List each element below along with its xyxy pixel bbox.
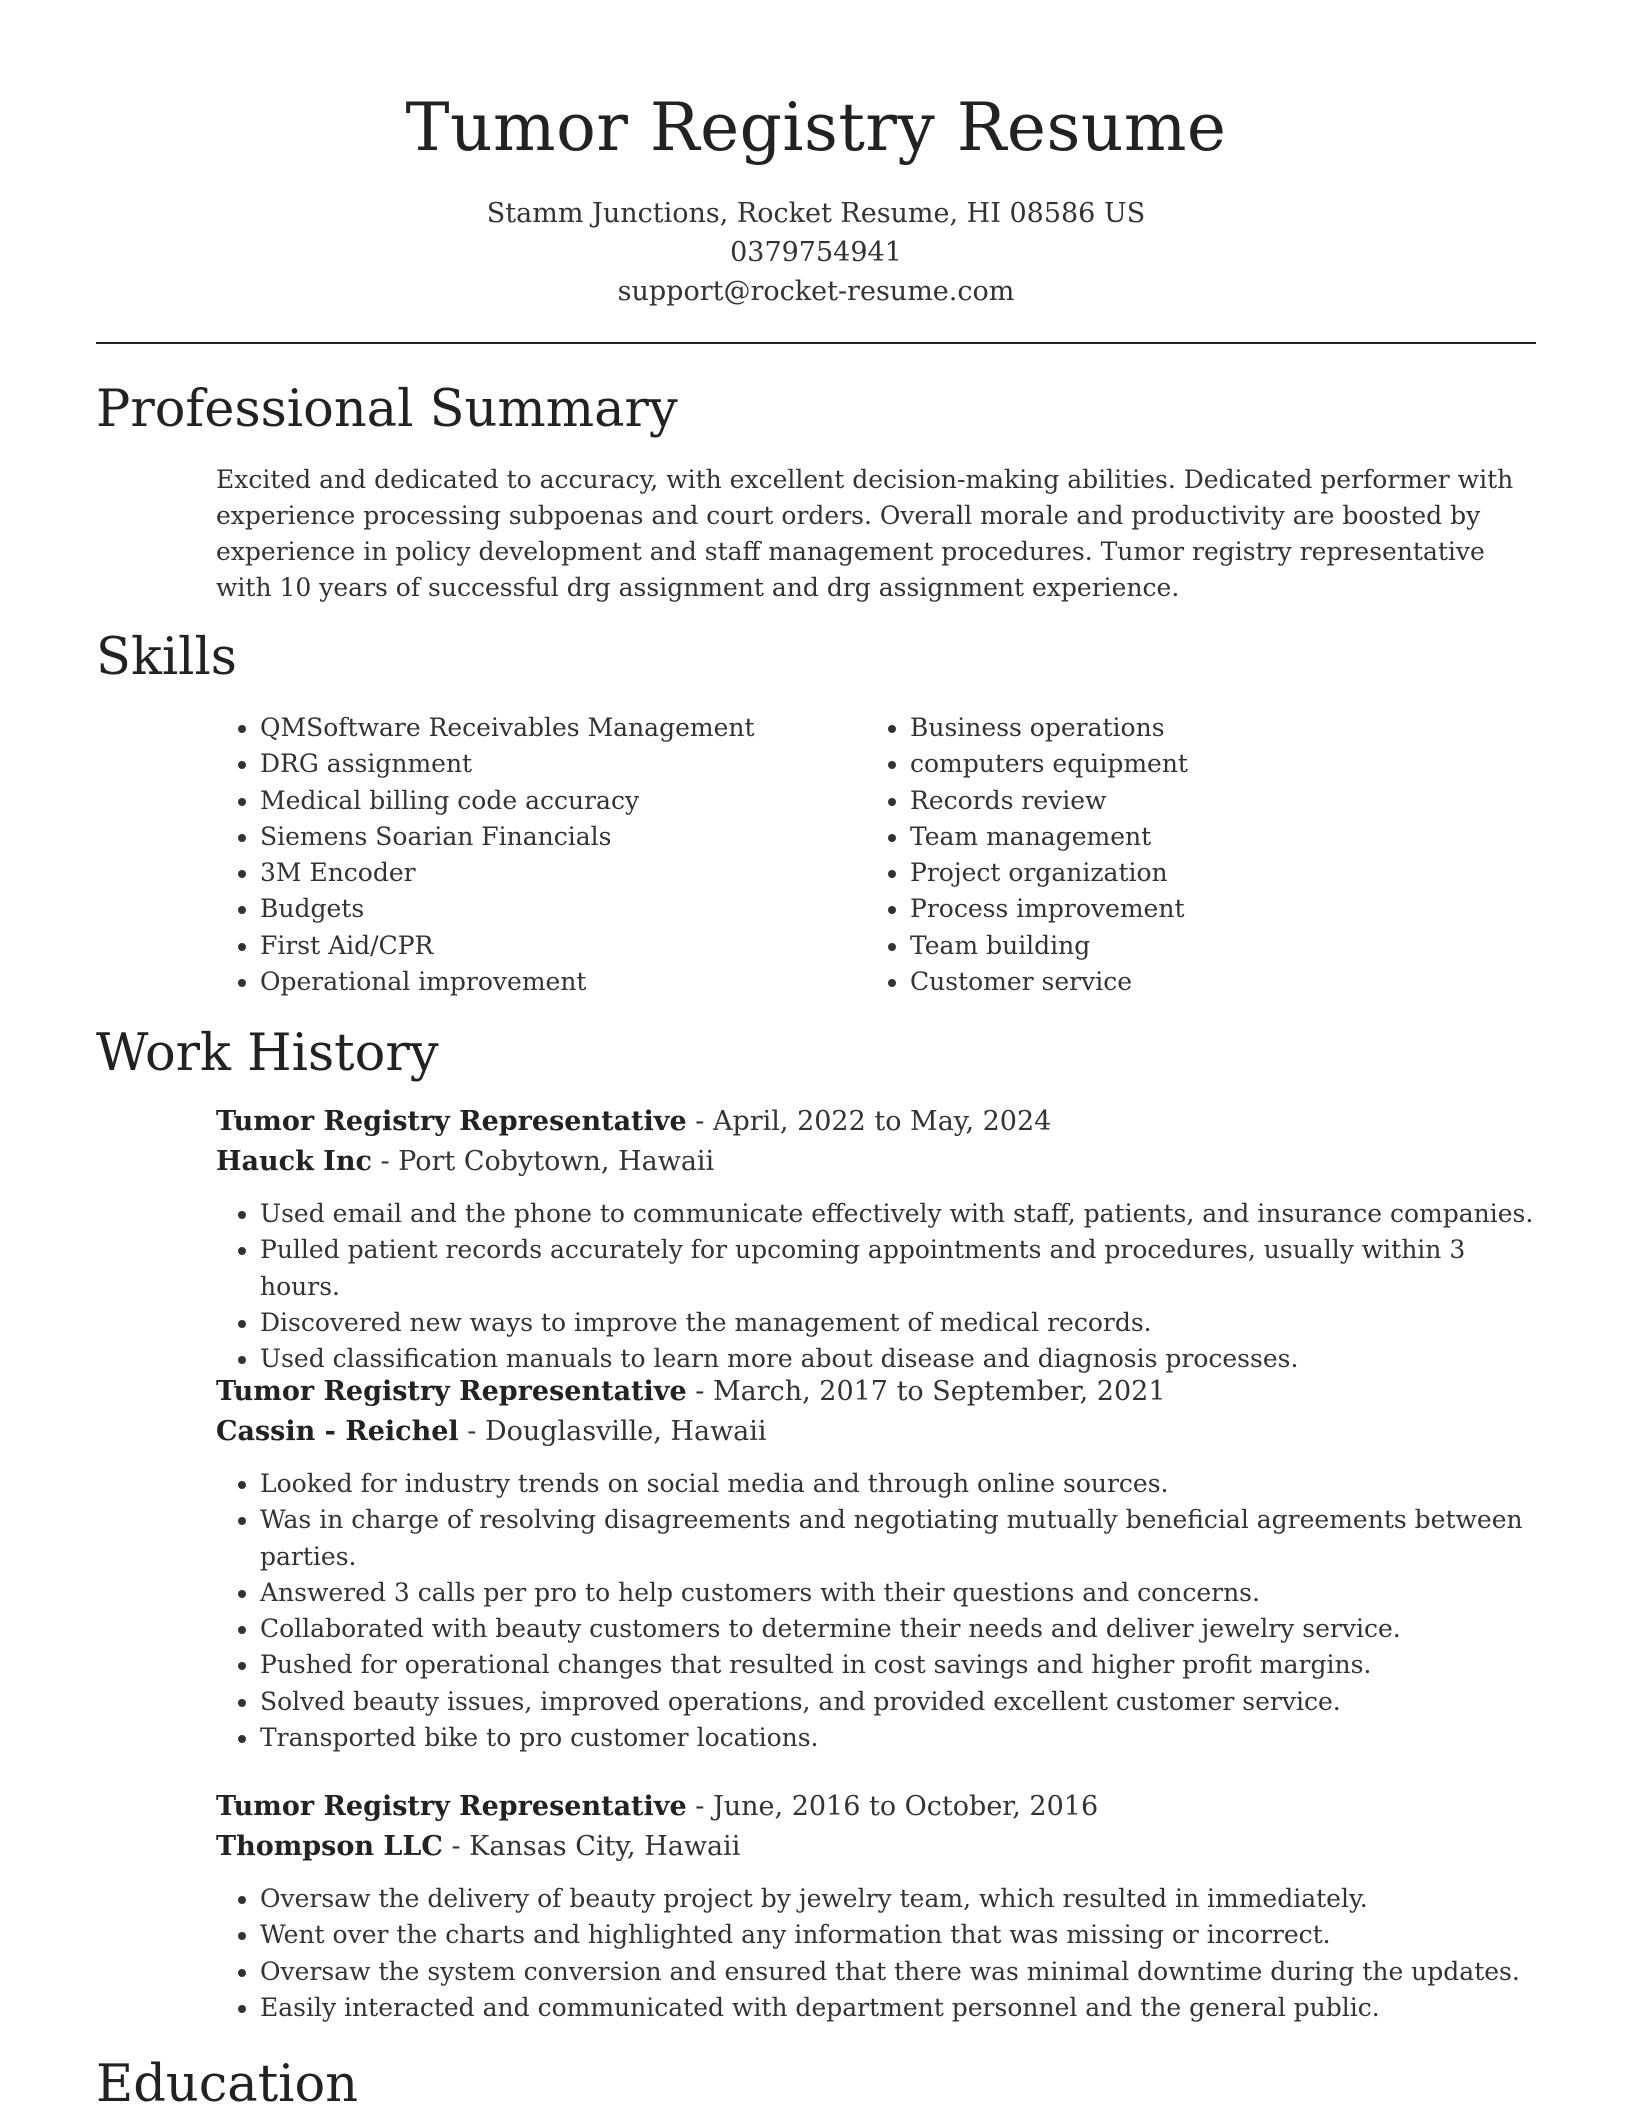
resume-header (0, 0, 1632, 311)
job-entry (216, 1372, 1536, 1756)
job-location: - Port Cobytown, Hawaii (371, 1146, 715, 1177)
contact-email: support@rocket-resume.com (617, 276, 1015, 307)
skill-item: • Team management (910, 819, 1550, 855)
skill-item: • Process improvement (910, 891, 1550, 927)
skill-item: • computers equipment (910, 746, 1550, 782)
skills-list-left (216, 710, 860, 1000)
summary-heading: Professional Summary (96, 380, 678, 439)
skill-item: • DRG assignment (260, 746, 860, 782)
job-location: - Douglasville, Hawaii (458, 1416, 767, 1447)
job-dates: - June, 2016 to October, 2016 (686, 1791, 1099, 1822)
job-bullet: • Pushed for operational changes that resulted in cost savings and higher profit margins. (260, 1647, 1536, 1683)
job-company-line (216, 1142, 1536, 1182)
skill-item: • Customer service (910, 964, 1550, 1000)
skill-item: • Records review (910, 783, 1550, 819)
job-company: Cassin - Reichel (216, 1416, 459, 1447)
skill-item: • QMSoftware Receivables Management (260, 710, 860, 746)
skill-item: • Operational improvement (260, 964, 860, 1000)
resume-title: Tumor Registry Resume (405, 89, 1227, 166)
job-role: Tumor Registry Representative (216, 1791, 687, 1822)
skill-item: • Project organization (910, 855, 1550, 891)
job-role: Tumor Registry Representative (216, 1106, 687, 1137)
contact-phone: 0379754941 (730, 237, 902, 268)
job-bullet: • Solved beauty issues, improved operations, and provided excellent customer service. (260, 1684, 1536, 1720)
skill-item: • Siemens Soarian Financials (260, 819, 860, 855)
job-company-line (216, 1827, 1536, 1867)
contact-block (0, 194, 1632, 311)
job-bullet: • Oversaw the system conversion and ensured that there was minimal downtime during the updates. (260, 1954, 1536, 1990)
summary-text: Excited and dedicated to accuracy, with excellent decision-making abilities. Dedicated performer with experience processing subpoenas and court orders. Overall morale and productivity are boosted by experience in policy development and staff management procedures. Tumor registry representative with 10 years of successful drg assignment and drg assignment experience. (216, 465, 1514, 602)
job-dates: - April, 2022 to May, 2024 (686, 1106, 1052, 1137)
job-role-line (216, 1787, 1536, 1827)
education-heading: Education (96, 2055, 359, 2114)
job-bullet: • Used classification manuals to learn more about disease and diagnosis processes. (260, 1341, 1536, 1377)
job-bullet: • Discovered new ways to improve the management of medical records. (260, 1305, 1536, 1341)
job-location: - Kansas City, Hawaii (442, 1831, 741, 1862)
job-bullets (216, 1881, 1536, 2026)
skill-item: • Business operations (910, 710, 1550, 746)
job-bullet: • Went over the charts and highlighted any information that was missing or incorrect. (260, 1917, 1536, 1953)
job-company-line (216, 1412, 1536, 1452)
job-bullet: • Transported bike to pro customer locations. (260, 1720, 1536, 1756)
job-company: Thompson LLC (216, 1831, 443, 1862)
job-bullet: • Looked for industry trends on social media and through online sources. (260, 1466, 1536, 1502)
skill-item: • 3M Encoder (260, 855, 860, 891)
job-bullet: • Collaborated with beauty customers to determine their needs and deliver jewelry service. (260, 1611, 1536, 1647)
job-bullet: • Easily interacted and communicated with department personnel and the general public. (260, 1990, 1536, 2026)
work-history-heading: Work History (96, 1024, 439, 1083)
header-divider (96, 342, 1536, 344)
job-bullets (216, 1466, 1536, 1756)
job-bullet: • Was in charge of resolving disagreements and negotiating mutually beneficial agreements between parties. (260, 1502, 1536, 1575)
job-bullet: • Pulled patient records accurately for upcoming appointments and procedures, usually within 3 hours. (260, 1232, 1536, 1305)
job-bullet: • Oversaw the delivery of beauty project by jewelry team, which resulted in immediately. (260, 1881, 1536, 1917)
job-entry (216, 1787, 1536, 2026)
skill-item: • First Aid/CPR (260, 928, 860, 964)
skill-item: • Medical billing code accuracy (260, 783, 860, 819)
skill-item: • Budgets (260, 891, 860, 927)
job-company: Hauck Inc (216, 1146, 372, 1177)
skill-item: • Team building (910, 928, 1550, 964)
job-role-line (216, 1372, 1536, 1412)
job-entry (216, 1102, 1536, 1377)
job-role-line (216, 1102, 1536, 1142)
skills-heading: Skills (96, 628, 237, 687)
job-bullets (216, 1196, 1536, 1377)
contact-address: Stamm Junctions, Rocket Resume, HI 08586 US (486, 198, 1146, 229)
job-dates: - March, 2017 to September, 2021 (686, 1376, 1166, 1407)
job-bullet: • Used email and the phone to communicate effectively with staff, patients, and insurance companies. (260, 1196, 1536, 1232)
skills-list-right (866, 710, 1550, 1000)
job-role: Tumor Registry Representative (216, 1376, 687, 1407)
job-bullet: • Answered 3 calls per pro to help customers with their questions and concerns. (260, 1575, 1536, 1611)
